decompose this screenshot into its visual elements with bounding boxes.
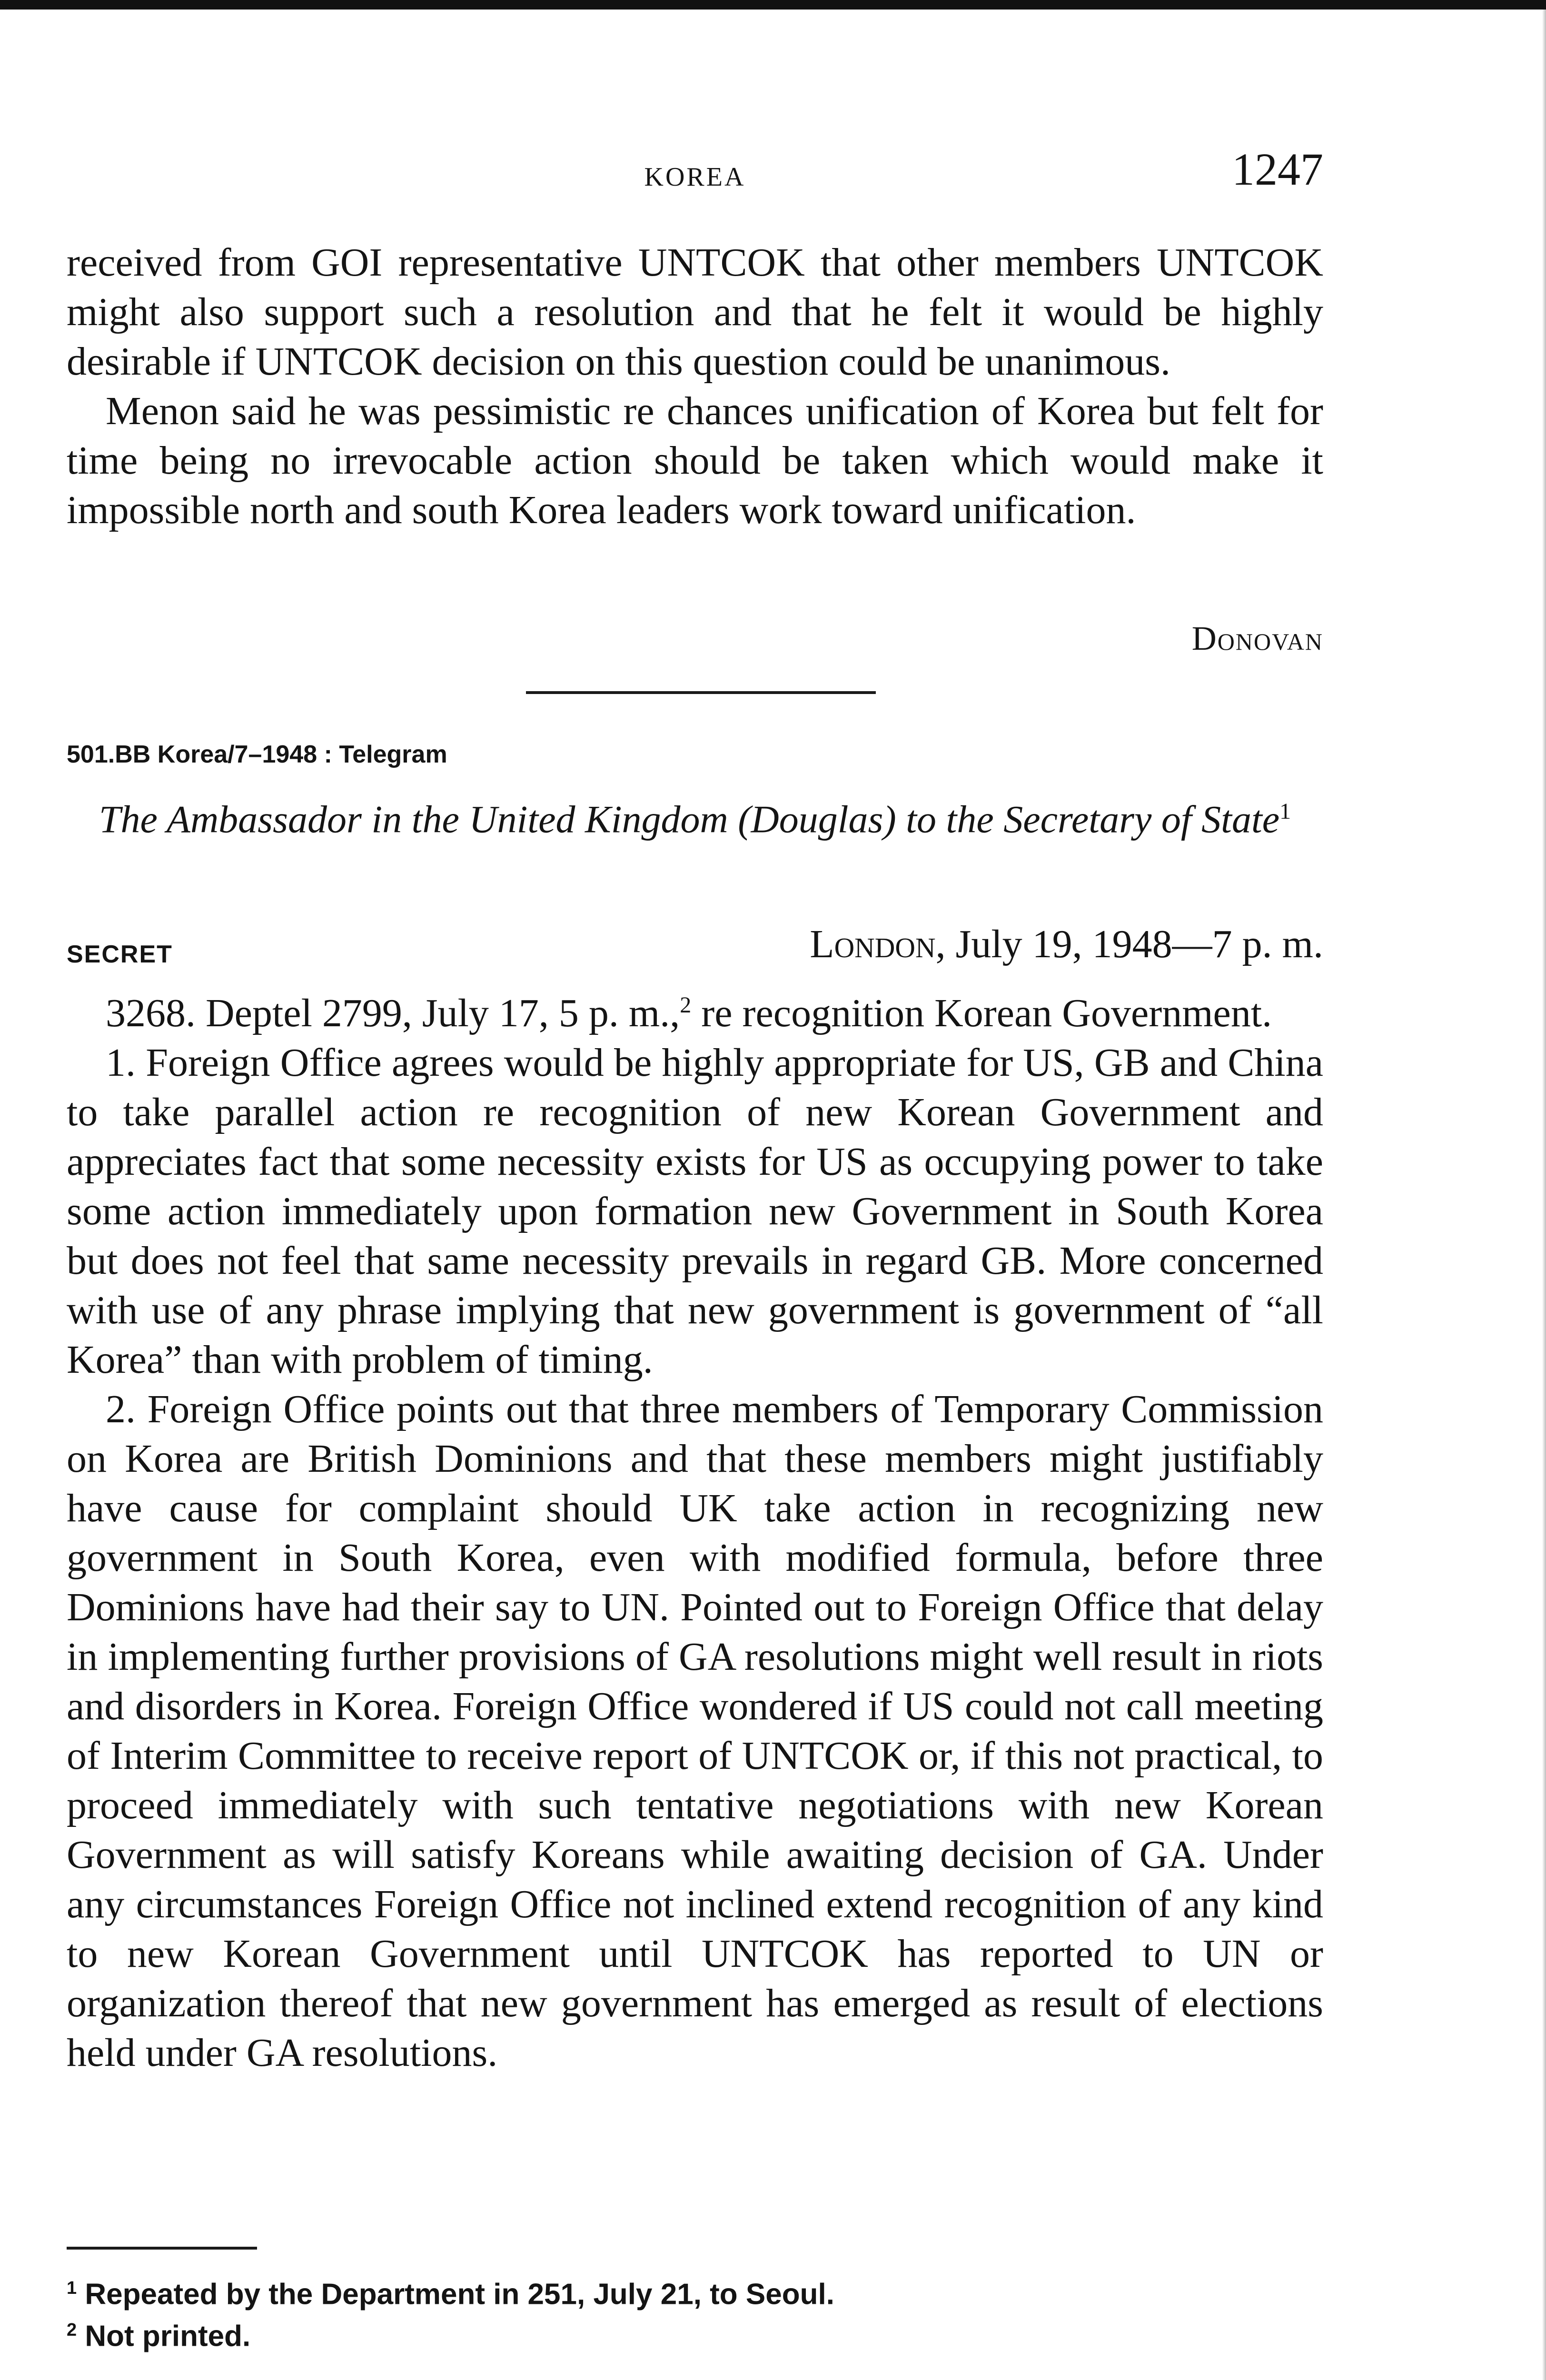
footnote-1 [67,2271,1323,2312]
section-divider [526,691,876,694]
continued-paragraph-2: Menon said he was pessimistic re chances unification of Korea but felt for time being no irrevocable action should be taken which would make it impossible north and south Korea leaders work toward unification. [67,389,1323,532]
telegram-body [67,981,1323,2078]
footnote-2-text: Not printed. [85,2320,251,2353]
telegram-intro-text: 3268. Deptel 2799, July 17, 5 p. m., [106,991,680,1035]
continued-telegram [67,238,1323,535]
footnote-rule [67,2247,257,2250]
footnote-marker-1: 1 [1279,799,1291,824]
scan-right-edge [1542,10,1546,2380]
document-page [67,0,1323,2380]
page-number: 1247 [1232,144,1323,195]
footnote-2 [67,2312,1323,2354]
dateline-date: July 19, 1948—7 p. m. [955,922,1323,966]
telegram-paragraph-1: 1. Foreign Office agrees would be highly appropriate for US, GB and China to take parallel action re recognition of new Korean Government and appreciates fact that some necessity exists for US as occupying power to take some action immediately upon formation new Government in South Korea but does not feel that same necessity prevails in regard GB. More concerned with use of any phrase implying that new government is government of “all Korea” than with problem of timing. [67,1041,1323,1382]
footnotes [67,2271,1323,2354]
continued-paragraph-1: received from GOI representative UNTCOK that other members UNTCOK might also support such a resolution and that he felt it would be highly desirable if UNTCOK decision on this question could be unanimous. [67,240,1323,384]
telegram-intro [67,981,1323,1038]
file-reference: 501.BB Korea/7–1948 : Telegram [67,741,447,768]
running-head [67,143,1323,195]
footnote-marker-2: 2 [680,992,692,1018]
telegram-intro-rest: re recognition Korean Government. [691,991,1272,1035]
footnote-2-mark: 2 [67,2320,77,2340]
document-title [67,785,1323,845]
document-title-text: The Ambassador in the United Kingdom (Douglas) to the Secretary of State [99,797,1280,841]
footnote-1-text: Repeated by the Department in 251, July 21, to Seoul. [85,2278,834,2311]
running-head-title: KOREA [644,162,746,192]
dateline [810,921,1323,967]
dateline-place: London, [810,922,946,966]
classification-label: SECRET [67,941,173,968]
telegram-paragraph-2: 2. Foreign Office points out that three members of Temporary Commission on Korea are British Dominions and that these members might justifiably have cause for complaint should UK take action in recognizing new government in South Korea, even with modified formula, before three Dominions have had their say to UN. Pointed out to Foreign Office that delay in implementing further provisions of GA resolutions might well result in riots and disorders in Korea. Foreign Office wondered if US could not call meeting of Interim Committee to receive report of UNTCOK or, if this not practical, to proceed immediately with such tentative negotiations with new Korean Government as will satisfy Koreans while awaiting decision of GA. Under any circumstances Foreign Office not inclined extend recognition of any kind to new Korean Government until UNTCOK has reported to UN or organization thereof that new government has emerged as result of elections held under GA resolutions. [67,1387,1323,2075]
footnote-1-mark: 1 [67,2278,77,2298]
signature-donovan: Donovan [1191,619,1323,657]
